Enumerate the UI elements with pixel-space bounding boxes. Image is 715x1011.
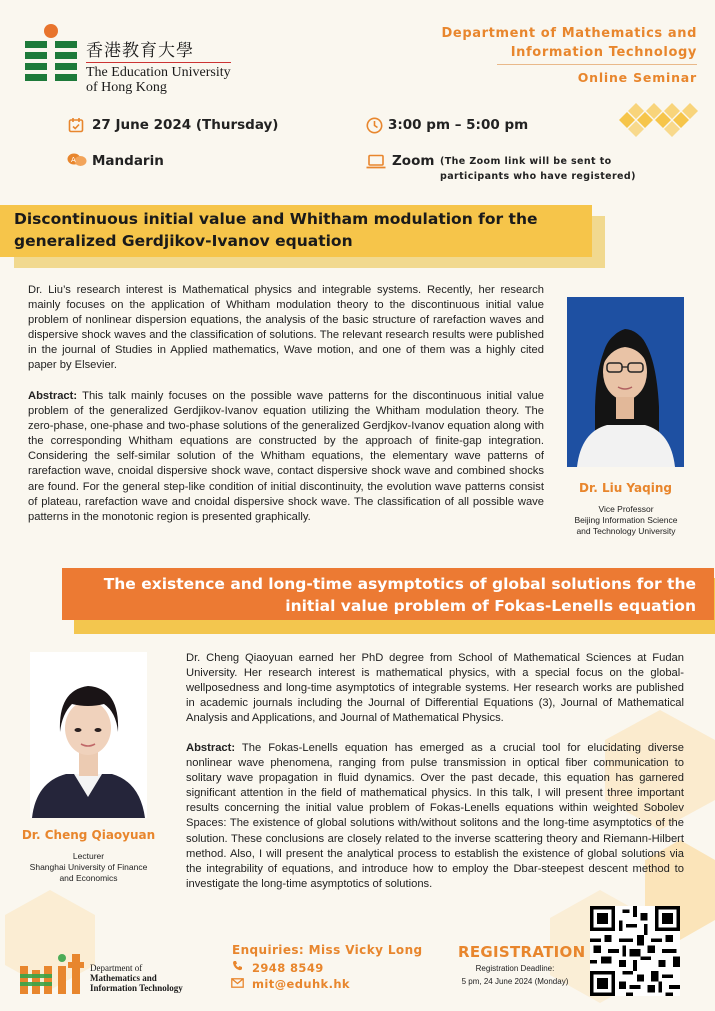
talk2-title xyxy=(66,573,696,617)
event-time: 3:00 pm – 5:00 pm xyxy=(388,117,529,133)
phone-number[interactable]: 2948 8549 xyxy=(252,961,324,975)
speaker2-portrait xyxy=(30,652,147,818)
registration-deadline-date: 5 pm, 24 June 2024 (Monday) xyxy=(461,977,569,986)
department-line-2: Information Technology xyxy=(510,45,697,60)
clock-icon xyxy=(366,117,383,134)
speaker1-portrait xyxy=(567,297,684,467)
talk2-title-line-1: The existence and long-time asymptotics of global solutions for the xyxy=(103,575,696,593)
mit-logo-line-3: Information Technology xyxy=(90,983,183,993)
department-line-1: Department of Mathematics and xyxy=(441,26,697,41)
talk1-abstract-text: This talk mainly focuses on the possible wave patterns for the discontinuous initial value problem of the generalized Gerdjikov-Ivanov equation utilizing the Whitham modulation theory. The zero-phase, one-phase and two-phase solutions of the generalized Gerdjkov-Ivanov equation along with the corresponding Whitham equations are constructed by the approach of finite-gap integration. Considering the self-similar solution of the Whitham equations, the elementary wave patterns of rarefaction wave, cnoidal dispersive shock wave, contact dispersive shock wave and combined shocks are found. For the general step-like condition of initial discontinuity, the evolution wave patterns consist of plateau, rarefaction wave and cnoidal dispersive shock wave. The classification of all possible wave patterns in the monotonic region is presented graphically. xyxy=(28,390,544,523)
registration-deadline xyxy=(440,962,590,988)
zoom-note xyxy=(440,154,636,184)
logo-chinese-name: 香港教育大學 xyxy=(86,41,194,60)
talk2-speaker-bio: Dr. Cheng Qiaoyuan earned her PhD degree from School of Mathematical Sciences at Fudan University. Her research interest is mathematical physics, with a special focus on the global-wellposedness and long-time asymptotics of integrable systems. Her research works are published in academic journals including the Journal of Differential Equations (3), Journal of Mathematical Analysis and Applications, and Journal of Mathematical Physics. xyxy=(186,652,684,725)
event-date: 27 June 2024 (Thursday) xyxy=(92,117,279,133)
registration-heading: REGISTRATION xyxy=(458,943,586,961)
zoom-note-line-2: participants who have registered) xyxy=(440,171,636,182)
talk1-title-line-2: generalized Gerdjikov-Ivanov equation xyxy=(14,232,353,250)
email-icon xyxy=(231,978,244,988)
mit-department-logo-text xyxy=(90,963,183,993)
mit-logo-line-2: Mathematics and xyxy=(90,973,157,983)
event-language: Mandarin xyxy=(92,153,164,169)
mit-logo-line-1: Department of xyxy=(90,963,143,973)
mit-logo-icon xyxy=(18,948,90,996)
svg-text:A: A xyxy=(71,156,76,164)
logo-english-line-1: The Education University xyxy=(86,65,231,80)
laptop-icon xyxy=(366,154,386,169)
seminar-type: Online Seminar xyxy=(577,70,697,85)
logo-english-line-2: of Hong Kong xyxy=(86,80,167,95)
talk1-abstract-label: Abstract: xyxy=(28,390,78,402)
speaker2-title: Lecturer xyxy=(72,851,105,861)
speaker2-photo xyxy=(30,652,147,818)
university-logo-text xyxy=(86,36,231,95)
zoom-note-line-1: (The Zoom link will be sent to xyxy=(440,156,612,167)
event-platform: Zoom xyxy=(392,153,435,169)
speaker1-affiliation xyxy=(548,504,704,537)
talk1-title-line-1: Discontinuous initial value and Whitham modulation for the xyxy=(14,210,538,228)
talk2-abstract-label: Abstract: xyxy=(186,742,236,754)
speaker1-title: Vice Professor xyxy=(598,504,654,514)
talk2-title-line-2: initial value problem of Fokas-Lenells equation xyxy=(285,597,696,615)
speaker1-name: Dr. Liu Yaqing xyxy=(579,481,672,495)
speaker1-photo xyxy=(567,297,684,467)
email-address[interactable]: mit@eduhk.hk xyxy=(252,977,350,991)
language-chat-icon xyxy=(67,152,87,168)
speaker1-institution-line-2: and Technology University xyxy=(576,526,676,536)
qr-code-icon xyxy=(590,906,680,996)
speaker2-name: Dr. Cheng Qiaoyuan xyxy=(21,828,156,842)
talk2-abstract xyxy=(186,741,684,892)
calendar-icon xyxy=(68,117,84,133)
speaker2-institution-line-1: Shanghai University of Finance xyxy=(29,862,148,872)
department-name xyxy=(442,24,697,62)
talk2-abstract-text: The Fokas-Lenells equation has emerged as a crucial tool for elucidating diverse nonlinear wave phenomena, ranging from pulse transmission in optical fiber communication to solitary wave propagation in fluid dynamics. Over the past decade, this equation has garnered significant attention in the field of mathematical physics. In this talk, I will present three important results concerning the initial value problem of Fokas-Lenells equations within weighted Sobolev Spaces: The existence of global solutions with/without solitons and the long-time asymptotics of the solution. These conclusions are closely related to the inverse scattering theory and Riemann-Hilbert method. Also, I will present the analytical process to establish the existence of global solutions via the integrability of equations, and introduce how to employ the Dbar-steepest descent method to investigate the long-time asymptotics of solutions. xyxy=(186,742,684,890)
talk1-title xyxy=(14,208,589,252)
speaker1-institution-line-1: Beijing Information Science xyxy=(574,515,678,525)
speaker2-affiliation xyxy=(20,851,157,884)
registration-qr-code[interactable] xyxy=(590,906,680,996)
eduhk-logo-icon xyxy=(25,24,77,86)
registration-deadline-label: Registration Deadline: xyxy=(475,964,555,973)
enquiries-contact: Enquiries: Miss Vicky Long xyxy=(232,943,423,957)
phone-icon xyxy=(232,960,243,971)
logo-divider xyxy=(86,62,231,63)
talk1-abstract xyxy=(28,389,544,525)
talk1-speaker-bio: Dr. Liu’s research interest is Mathematical physics and integrable systems. Recently, her research mainly focuses on the application of Whitham modulation theory to the discontinuous initial value problem of nonlinear dispersion equations, the analysis of the basic structure of rarefaction waves and dispersive shock waves and the classification of solutions. The relevant research results were published in the journal of Studies in Applied mathematics, Wave motion, and one of them was a highly cited paper by Elsevier. xyxy=(28,284,544,372)
decorative-diamonds xyxy=(609,102,701,138)
header-divider xyxy=(497,64,697,65)
speaker2-institution-line-2: and Economics xyxy=(59,873,118,883)
